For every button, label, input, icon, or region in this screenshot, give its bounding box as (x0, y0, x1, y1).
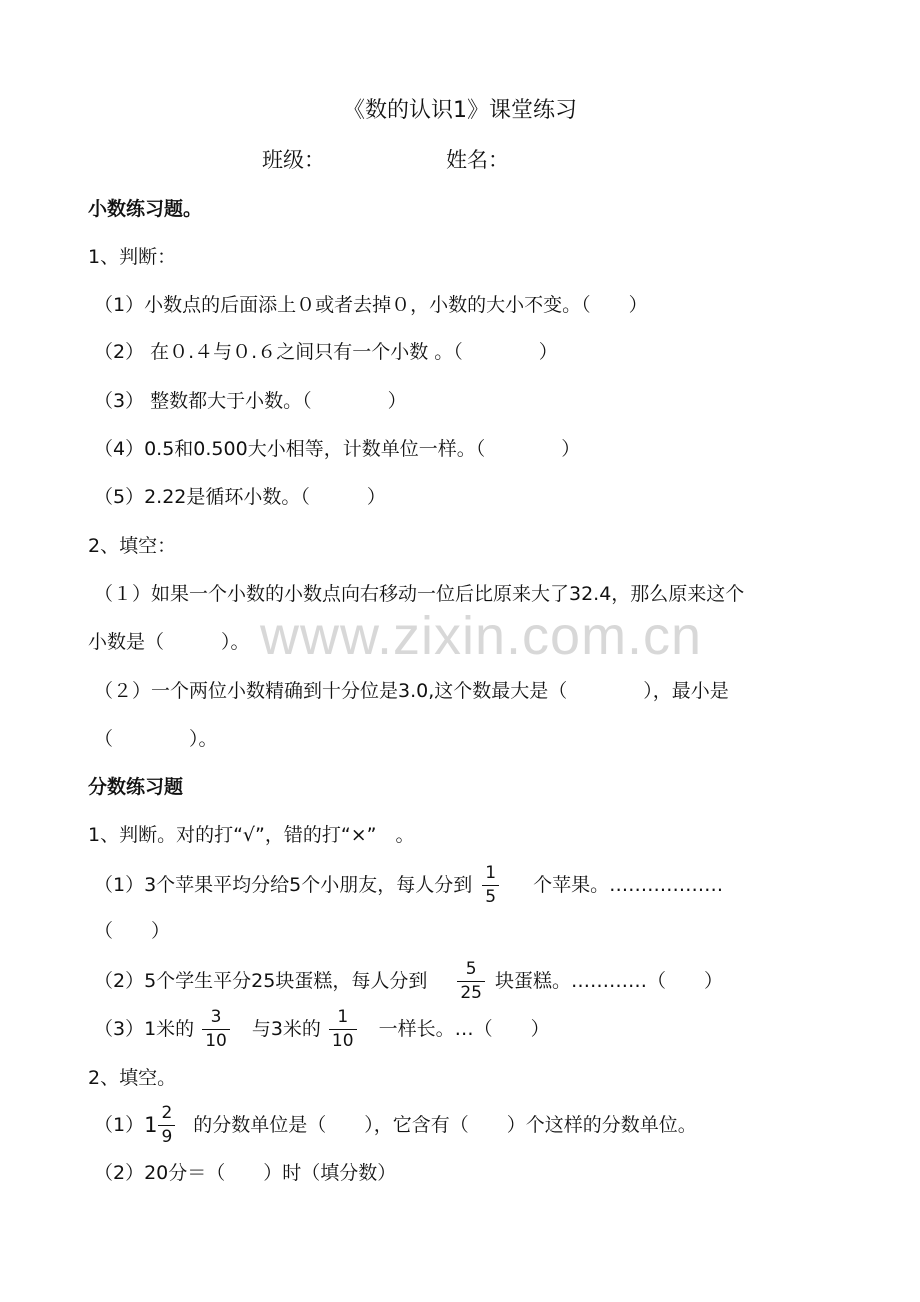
numerator: 5 (457, 961, 485, 982)
q2-text: （2）5个学生平分25块蛋糕，每人分到 (94, 969, 428, 992)
fraction-heading: 分数练习题 (88, 776, 184, 798)
denominator: 25 (460, 982, 482, 1003)
page-title: 《数的认识1》课堂练习 (343, 98, 577, 123)
q1-text: （1）3个苹果平均分给5个小朋友，每人分到 (94, 873, 473, 896)
fraction (457, 958, 485, 1003)
decimal-judge-title: 1、判断： (88, 246, 177, 268)
fraction-judge-title: 1、判断。对的打“√”，错的打“×” 。 (88, 824, 415, 846)
decimal-judge-item: （2） 在０.４与０.６之间只有一个小数 。（ ） (94, 341, 558, 363)
decimal-heading: 小数练习题。 (88, 198, 203, 220)
decimal-fill-title: 2、填空： (88, 535, 177, 557)
numerator: 1 (482, 865, 499, 886)
fraction (158, 1102, 175, 1147)
f1-post: 的分数单位是（ ），它含有（ ）个这样的分数单位。 (193, 1113, 697, 1136)
fraction (329, 1006, 357, 1051)
numerator: 2 (158, 1105, 175, 1126)
fraction-judge-item-1 (94, 860, 723, 910)
fraction-fill-item-2: （2）20分＝（ ）时（填分数） (94, 1162, 397, 1184)
fraction-judge-item-2 (94, 956, 723, 1006)
denominator: 10 (205, 1030, 227, 1051)
denominator: 5 (485, 886, 497, 907)
decimal-judge-item: （4）0.5和0.500大小相等，计数单位一样。（ ） (94, 438, 581, 460)
mixed-number (144, 1102, 175, 1147)
f1-pre: （1） (94, 1113, 145, 1136)
fraction-judge-item-3 (94, 1004, 550, 1054)
decimal-fill-2b: （ ）。 (94, 728, 218, 750)
fraction (482, 862, 499, 907)
decimal-fill-1a: （１）如果一个小数的小数点向右移动一位后比原来大了32.4，那么原来这个 (94, 583, 745, 605)
q3-text: （3）1米的 (94, 1017, 195, 1040)
q1-post: 个苹果。……………… (533, 873, 724, 896)
denominator: 10 (331, 1030, 354, 1051)
numerator: 3 (202, 1009, 230, 1030)
fraction (202, 1006, 230, 1051)
numerator: 1 (329, 1009, 357, 1030)
q1-answer-paren: （ ） (94, 920, 171, 942)
name-label: 姓名： (446, 148, 509, 172)
q2-post: 块蛋糕。…………（ ） (495, 969, 724, 992)
decimal-judge-item: （5）2.22是循环小数。（ ） (94, 486, 386, 508)
decimal-judge-item: （1）小数点的后面添上０或者去掉０，小数的大小不变。（ ） (94, 294, 648, 316)
decimal-fill-1b: 小数是（ ）。 (88, 631, 250, 653)
q3-post: 一样长。…（ ） (378, 1017, 550, 1040)
fraction-fill-title: 2、填空。 (88, 1067, 177, 1089)
denominator: 9 (161, 1126, 173, 1147)
decimal-judge-item: （3） 整数都大于小数。（ ） (94, 390, 407, 412)
whole-part: 1 (144, 1112, 158, 1137)
watermark: www.zixin.com.cn (260, 606, 703, 666)
decimal-fill-2a: （２）一个两位小数精确到十分位是3.0,这个数最大是（ ），最小是 (94, 680, 729, 702)
class-label: 班级： (262, 148, 325, 172)
q3-mid: 与3米的 (251, 1017, 321, 1040)
fraction-fill-item-1 (94, 1098, 697, 1152)
